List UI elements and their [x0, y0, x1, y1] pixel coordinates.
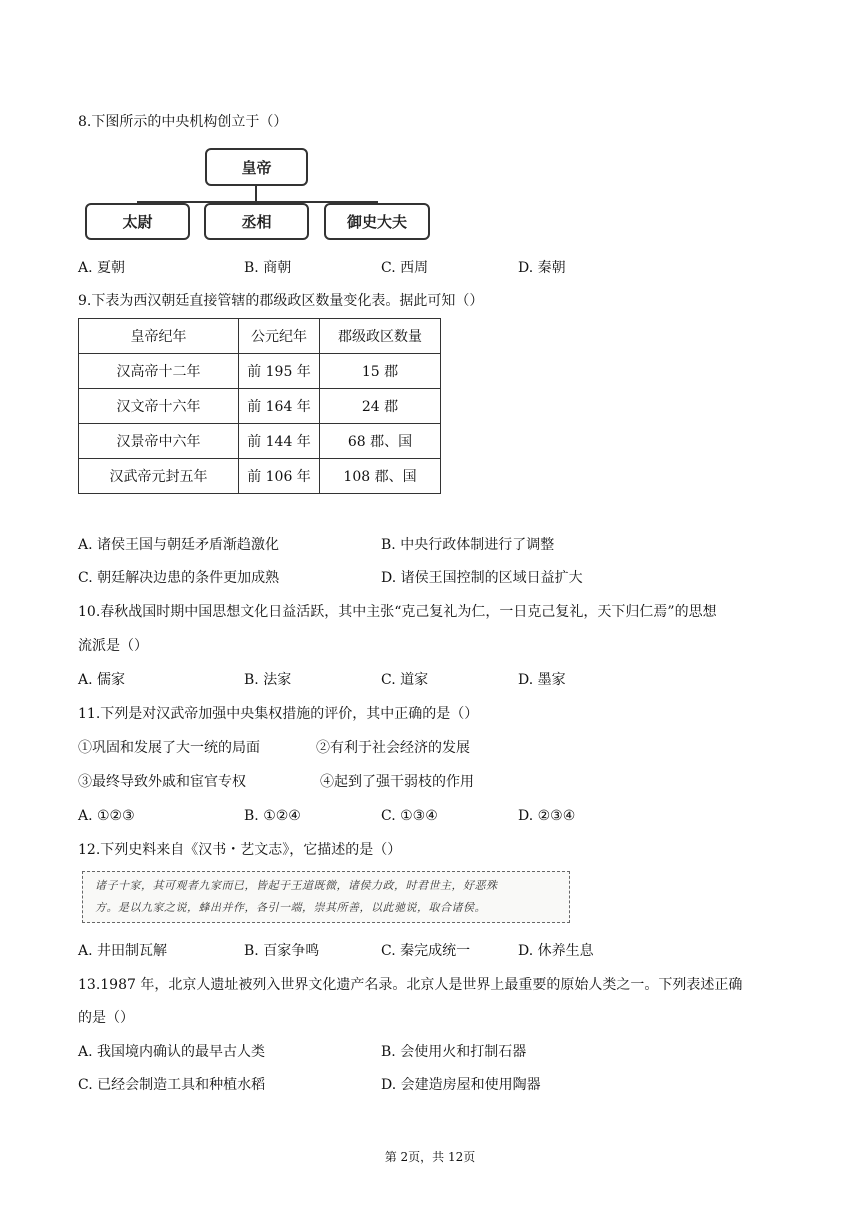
table-cell: 108 郡、国	[320, 459, 441, 494]
diagram-box-chengxiang: 丞相	[204, 203, 309, 240]
q11-option-b: B. ①②④	[244, 808, 301, 824]
q8-option-a: A. 夏朝	[78, 260, 126, 276]
q12-option-c: C. 秦完成统一	[381, 943, 471, 959]
table-header: 郡级政区数量	[320, 319, 441, 354]
table-row	[79, 389, 441, 424]
q13-option-d: D. 会建造房屋和使用陶器	[381, 1077, 541, 1093]
source-line: 诸子十家，其可观者九家而已，皆起于王道既微，诸侯力政，时君世主，好恶殊	[95, 879, 498, 892]
table-cell: 15 郡	[320, 354, 441, 389]
diagram-box-yushidafu: 御史大夫	[324, 203, 430, 240]
q9-option-d: D. 诸侯王国控制的区域日益扩大	[381, 570, 583, 586]
q10-option-b: B. 法家	[244, 672, 292, 688]
q13-option-b: B. 会使用火和打制石器	[381, 1044, 527, 1060]
q11-stem: 11.下列是对汉武帝加强中央集权措施的评价，其中正确的是（）	[78, 706, 479, 722]
table-cell: 前 195 年	[239, 354, 320, 389]
table-row	[79, 459, 441, 494]
q12-stem: 12.下列史料来自《汉书・艺文志》，它描述的是（）	[78, 842, 402, 858]
q12-option-b: B. 百家争鸣	[244, 943, 320, 959]
q11-item-4: ④起到了强干弱枝的作用	[320, 774, 474, 790]
table-cell: 汉武帝元封五年	[79, 459, 239, 494]
q8-option-c: C. 西周	[381, 260, 429, 276]
q11-option-c: C. ①③④	[381, 808, 438, 824]
table-cell: 前 164 年	[239, 389, 320, 424]
q13-option-c: C. 已经会制造工具和种植水稻	[78, 1077, 266, 1093]
q9-option-a: A. 诸侯王国与朝廷矛盾渐趋激化	[78, 537, 280, 553]
q8-option-d: D. 秦朝	[518, 260, 566, 276]
table-row	[79, 354, 441, 389]
table-cell: 前 144 年	[239, 424, 320, 459]
q11-option-d: D. ②③④	[518, 808, 576, 824]
q10-stem-line2: 流派是（）	[78, 638, 148, 654]
q10-option-c: C. 道家	[381, 672, 429, 688]
table-cell: 汉高帝十二年	[79, 354, 239, 389]
q13-option-a: A. 我国境内确认的最早古人类	[78, 1044, 266, 1060]
q10-option-d: D. 墨家	[518, 672, 566, 688]
table-row	[79, 424, 441, 459]
q12-option-d: D. 休养生息	[518, 943, 594, 959]
q9-option-c: C. 朝廷解决边患的条件更加成熟	[78, 570, 280, 586]
q10-option-a: A. 儒家	[78, 672, 126, 688]
q13-stem-line1: 13.1987 年，北京人遗址被列入世界文化遗产名录。北京人是世界上最重要的原始人类之一。下列表述正确	[78, 977, 743, 993]
q11-item-1: ①巩固和发展了大一统的局面	[78, 740, 260, 756]
q12-source-excerpt	[82, 871, 570, 923]
table-cell: 24 郡	[320, 389, 441, 424]
table-header: 皇帝纪年	[79, 319, 239, 354]
diagram-box-taiwei: 太尉	[85, 203, 190, 240]
table-header: 公元纪年	[239, 319, 320, 354]
q11-item-3: ③最终导致外戚和宦官专权	[78, 774, 246, 790]
q9-option-b: B. 中央行政体制进行了调整	[381, 537, 555, 553]
q11-item-2: ②有利于社会经济的发展	[316, 740, 470, 756]
q11-option-a: A. ①②③	[78, 808, 135, 824]
q13-stem-line2: 的是（）	[78, 1010, 134, 1026]
q8-option-b: B. 商朝	[244, 260, 292, 276]
q8-stem: 8.下图所示的中央机构创立于（）	[78, 114, 288, 130]
q9-table	[78, 318, 441, 494]
source-line: 方。是以九家之说，蜂出并作，各引一端，崇其所善，以此驰说，取合诸侯。	[95, 901, 486, 914]
table-cell: 汉文帝十六年	[79, 389, 239, 424]
page-footer: 第 2页，共 12页	[384, 1150, 476, 1164]
q9-stem: 9.下表为西汉朝廷直接管辖的郡级政区数量变化表。据此可知（）	[78, 293, 484, 309]
table-cell: 前 106 年	[239, 459, 320, 494]
q12-option-a: A. 井田制瓦解	[78, 943, 168, 959]
table-cell: 汉景帝中六年	[79, 424, 239, 459]
table-cell: 68 郡、国	[320, 424, 441, 459]
diagram-box-emperor: 皇帝	[205, 148, 308, 186]
diagram-connector	[255, 186, 257, 202]
q10-stem-line1: 10.春秋战国时期中国思想文化日益活跃，其中主张“克己复礼为仁，一日克己复礼，天下归仁焉”的思想	[78, 604, 717, 620]
table-header-row	[79, 319, 441, 354]
